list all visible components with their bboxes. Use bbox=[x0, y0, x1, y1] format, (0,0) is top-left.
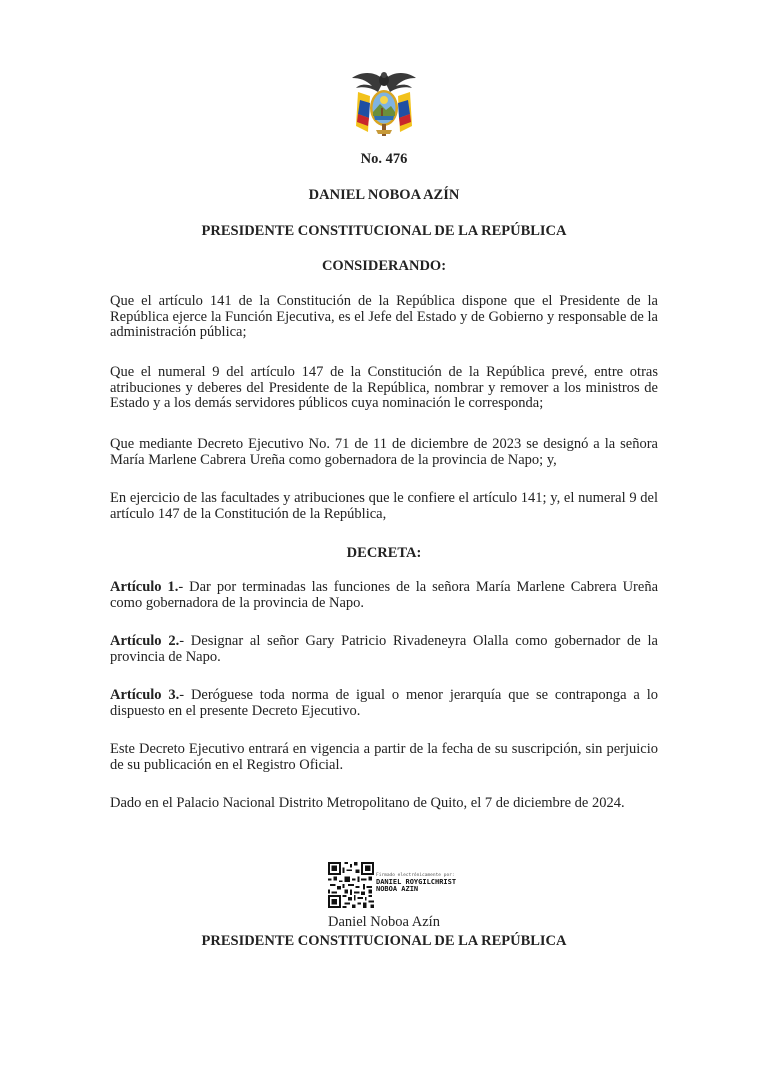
article-2 bbox=[110, 634, 658, 665]
article-3-text: - Deróguese toda norma de igual o menor jerarquía que se contraponga a lo dispuesto en el presente Decreto Ejecutivo. bbox=[110, 687, 658, 719]
article-3-label: Artículo 3. bbox=[110, 687, 180, 703]
signature-name-line-1: DANIEL ROYGILCHRIST bbox=[376, 878, 457, 886]
signature-name-line-2: NOBOA AZIN bbox=[376, 885, 419, 893]
decreta-heading: DECRETA: bbox=[346, 545, 422, 561]
considerando-4: En ejercicio de las facultades y atribuciones que le confiere el artículo 141; y, el numeral 9 del artículo 147 de la Constitución de la República, bbox=[110, 490, 658, 522]
considerando-2: Que el numeral 9 del artículo 147 de la Constitución de la República prevé, entre otras atribuciones y deberes del Presidente de la República, nombrar y remover a los ministros de Estado y a los demás servidores públicos cuya nominación le corresponda; bbox=[110, 364, 658, 412]
signer-title: PRESIDENTE CONSTITUCIONAL DE LA REPÚBLICA bbox=[201, 933, 567, 949]
considerando-3: Que mediante Decreto Ejecutivo No. 71 de 11 de diciembre de 2023 se designó a la señora María Marlene Cabrera Ureña como gobernadora de la provincia de Napo; y, bbox=[110, 436, 658, 468]
considering-heading: CONSIDERANDO: bbox=[321, 258, 447, 274]
article-2-label: Artículo 2. bbox=[110, 633, 180, 649]
place-date: Dado en el Palacio Nacional Distrito Metropolitano de Quito, el 7 de diciembre de 2024. bbox=[110, 795, 625, 811]
president-title: PRESIDENTE CONSTITUCIONAL DE LA REPÚBLICA bbox=[201, 223, 567, 239]
signer-name: Daniel Noboa Azín bbox=[328, 914, 440, 930]
coat-of-arms-icon bbox=[350, 66, 418, 138]
article-1-text: - Dar por terminadas las funciones de la señora María Marlene Cabrera Ureña como gobernadora de la provincia de Napo. bbox=[110, 579, 658, 611]
signature-caption: Firmado electrónicamente por: bbox=[376, 873, 455, 878]
qr-code-icon bbox=[328, 862, 374, 908]
signature-text bbox=[376, 872, 456, 893]
electronic-signature-stamp bbox=[328, 862, 488, 910]
president-name: DANIEL NOBOA AZÍN bbox=[308, 187, 460, 203]
decree-number: No. 476 bbox=[360, 151, 408, 167]
article-1-label: Artículo 1. bbox=[110, 579, 179, 595]
considerando-1: Que el artículo 141 de la Constitución de la República dispone que el Presidente de la República ejerce la Función Ejecutiva, es el Jefe del Estado y de Gobierno y responsable de la administración pública; bbox=[110, 293, 658, 341]
article-1 bbox=[110, 580, 658, 611]
article-2-text: - Designar al señor Gary Patricio Rivadeneyra Olalla como gobernador de la provincia de Napo. bbox=[110, 633, 658, 665]
effective-clause: Este Decreto Ejecutivo entrará en vigencia a partir de la fecha de su suscripción, sin perjuicio de su publicación en el Registro Oficial. bbox=[110, 741, 658, 773]
article-3 bbox=[110, 688, 658, 719]
